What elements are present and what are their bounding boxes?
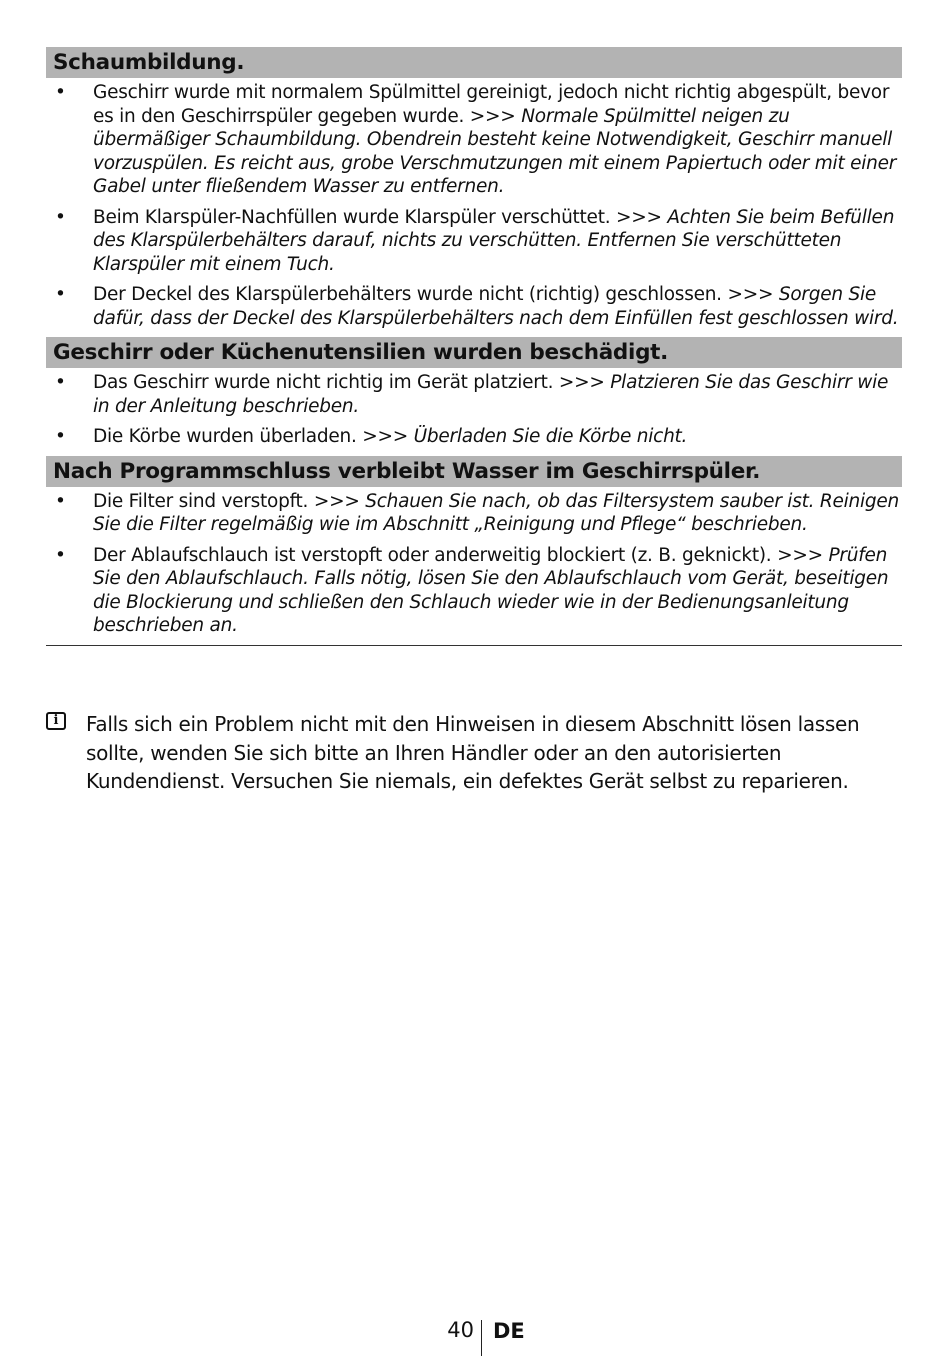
list-item xyxy=(46,371,902,418)
info-note-text: Falls sich ein Problem nicht mit den Hinweisen in diesem Abschnitt lösen lassen sollte, wenden Sie sich bitte an Ihren Händler oder an den autorisierten Kundendienst. Versuchen Sie niemals, ein defektes Gerät selbst zu reparieren. xyxy=(86,712,860,793)
arrow-marker: >>> xyxy=(362,426,414,447)
info-icon: i xyxy=(46,712,66,730)
remedy-text: Platzieren Sie das Geschirr wie in der Anleitung beschrieben. xyxy=(93,372,889,417)
cause-text: Die Körbe wurden überladen. xyxy=(93,426,357,447)
remedy-text: Normale Spülmittel neigen zu übermäßiger Schaumbildung. Obendrein besteht keine Notwendigkeit, Geschirr manuell vorzuspülen. Es reicht aus, grobe Verschmutzungen mit einem Papiertuch oder mit einer Gabel unter fließendem Wasser zu entfernen. xyxy=(93,105,897,197)
section-heading-foaming: Schaumbildung. xyxy=(46,47,902,78)
cause-text: Das Geschirr wurde nicht richtig im Gerät platziert. xyxy=(93,372,554,393)
section-divider xyxy=(46,645,902,646)
list-item xyxy=(46,544,902,638)
list-item xyxy=(46,206,902,277)
arrow-marker: >>> xyxy=(313,490,366,512)
list-item xyxy=(46,425,902,449)
arrow-marker: >>> xyxy=(615,206,668,228)
arrow-marker: >>> xyxy=(727,284,779,305)
bullet: • xyxy=(55,426,66,447)
cause-text: Der Deckel des Klarspülerbehälters wurde nicht (richtig) geschlossen. xyxy=(93,284,722,305)
bullet: • xyxy=(55,544,66,566)
footer-divider xyxy=(481,1320,482,1356)
cause-list xyxy=(46,490,902,638)
bullet: • xyxy=(55,206,66,228)
remedy-text: Sorgen Sie dafür, dass der Deckel des Klarspülerbehälters nach dem Einfüllen fest geschlossen wird. xyxy=(93,284,899,329)
page-number: 40 xyxy=(447,1318,474,1342)
list-item xyxy=(46,283,902,330)
bullet: • xyxy=(55,284,66,305)
cause-text: Der Ablaufschlauch ist verstopft oder anderweitig blockiert (z. B. geknickt). xyxy=(93,544,772,566)
arrow-marker: >>> xyxy=(469,105,522,127)
language-code: DE xyxy=(493,1319,525,1343)
section-heading-water-remains: Nach Programmschluss verbleibt Wasser im Geschirrspüler. xyxy=(46,456,902,487)
remedy-text: Prüfen Sie den Ablaufschlauch. Falls nötig, lösen Sie den Ablaufschlauch vom Gerät, beseitigen die Blockierung und schließen den Schlauch wieder wie in der Bedienungsanleitung beschrieben an. xyxy=(93,544,889,636)
bullet: • xyxy=(55,372,66,393)
info-note xyxy=(46,710,902,796)
section-heading-damaged-dishes: Geschirr oder Küchenutensilien wurden beschädigt. xyxy=(46,337,902,368)
bullet: • xyxy=(55,490,66,512)
page-footer xyxy=(0,1316,950,1358)
list-item xyxy=(46,81,902,199)
cause-list xyxy=(46,371,902,449)
cause-text: Die Filter sind verstopft. xyxy=(93,490,309,512)
remedy-text: Überladen Sie die Körbe nicht. xyxy=(413,426,688,447)
arrow-marker: >>> xyxy=(558,372,611,393)
troubleshooting-content xyxy=(46,47,902,646)
remedy-text: Achten Sie beim Befüllen des Klarspülerbehälters darauf, nichts zu verschütten. Entfernen Sie verschütteten Klarspüler mit einem Tuch. xyxy=(93,206,895,275)
remedy-text: Schauen Sie nach, ob das Filtersystem sauber ist. Reinigen Sie die Filter regelmäßig wie im Abschnitt „Reinigung und Pflege“ beschrieben. xyxy=(93,490,899,535)
cause-text: Beim Klarspüler-Nachfüllen wurde Klarspüler verschüttet. xyxy=(93,206,611,228)
bullet: • xyxy=(55,82,66,103)
list-item xyxy=(46,490,902,537)
cause-text: Geschirr wurde mit normalem Spülmittel gereinigt, jedoch nicht richtig abgespült, bevor es in den Geschirrspüler gegeben wurde. xyxy=(93,82,890,127)
arrow-marker: >>> xyxy=(777,544,829,566)
cause-list xyxy=(46,81,902,330)
